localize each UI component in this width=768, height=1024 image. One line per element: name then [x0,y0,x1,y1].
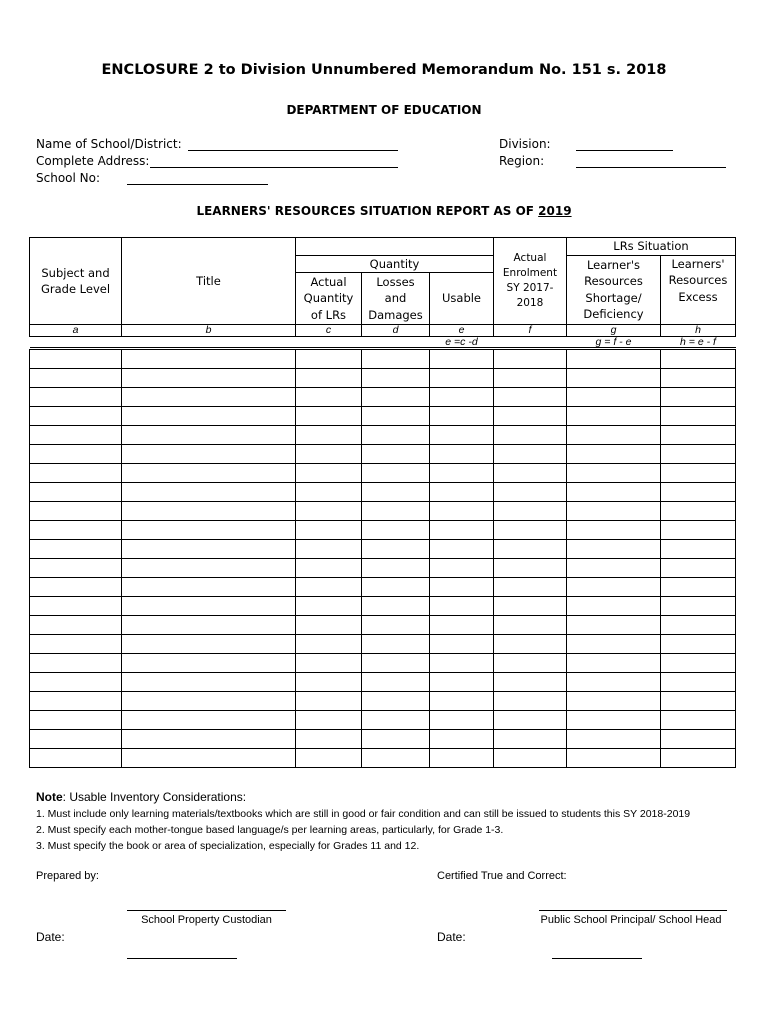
table-cell[interactable] [430,426,494,445]
table-cell[interactable] [30,388,122,407]
table-cell[interactable] [362,388,430,407]
table-cell[interactable] [494,749,567,768]
table-cell[interactable] [122,369,296,388]
table-cell[interactable] [567,635,661,654]
losses-damages-line: Damages [368,307,423,322]
table-cell[interactable] [661,350,736,369]
table-cell[interactable] [122,483,296,502]
table-cell[interactable] [494,711,567,730]
table-cell[interactable] [296,654,362,673]
table-cell[interactable] [430,635,494,654]
table-cell[interactable] [30,426,122,445]
losses-damages-line: Losses [376,274,415,289]
table-cell[interactable] [494,388,567,407]
table-cell[interactable] [30,730,122,749]
table-cell[interactable] [362,350,430,369]
region-label: Region: [499,154,545,168]
table-cell[interactable] [430,730,494,749]
table-cell[interactable] [494,730,567,749]
note-heading [36,790,246,804]
table-cell[interactable] [567,559,661,578]
table-cell[interactable] [362,407,430,426]
school-district-label: Name of School/District: [36,137,182,151]
table-cell[interactable] [122,445,296,464]
table-row [30,654,736,673]
table-cell[interactable] [567,445,661,464]
table-cell[interactable] [296,635,362,654]
table-cell[interactable] [567,654,661,673]
table-cell[interactable] [430,502,494,521]
table-row [30,407,736,426]
subject-header-line: Subject and [41,265,110,280]
table-row [30,445,736,464]
table-cell[interactable] [122,749,296,768]
table-cell[interactable] [567,426,661,445]
table-cell[interactable] [30,673,122,692]
shortage-header-line: Shortage/ [585,290,642,305]
table-cell[interactable] [661,483,736,502]
table-cell[interactable] [30,616,122,635]
table-cell[interactable] [661,521,736,540]
table-cell[interactable] [296,540,362,559]
column-letter: f [494,325,567,337]
table-cell[interactable] [661,445,736,464]
table-row [30,749,736,768]
table-cell[interactable] [362,578,430,597]
table-cell[interactable] [567,483,661,502]
table-cell[interactable] [494,673,567,692]
table-cell[interactable] [122,464,296,483]
table-cell[interactable] [122,635,296,654]
actual-quantity-line: Quantity [303,291,354,306]
note-item: 1. Must include only learning materials/textbooks which are still in good or fair condition and can still be issued to students this SY 2018-2019 [36,808,691,820]
table-cell[interactable] [296,692,362,711]
table-cell[interactable] [296,521,362,540]
enrolment-header-line: SY 2017- [506,282,554,294]
table-cell[interactable] [430,654,494,673]
table-row [30,464,736,483]
table-cell[interactable] [661,540,736,559]
table-cell[interactable] [362,464,430,483]
table-cell[interactable] [296,730,362,749]
table-row [30,730,736,749]
table-cell[interactable] [296,464,362,483]
table-cell[interactable] [661,654,736,673]
table-cell[interactable] [430,711,494,730]
table-row [30,540,736,559]
table-cell[interactable] [296,369,362,388]
table-cell[interactable] [296,350,362,369]
division-label: Division: [499,137,551,151]
department-heading: DEPARTMENT OF EDUCATION [286,103,482,117]
table-cell[interactable] [567,749,661,768]
enrolment-header [494,238,567,325]
table-cell[interactable] [661,635,736,654]
enrolment-header-line: 2018 [516,297,544,309]
date-field-right[interactable] [552,958,642,959]
complete-address-label: Complete Address: [36,154,150,168]
shortage-header-line: Resources [584,274,643,289]
shortage-header-line: Learner's [586,257,641,272]
table-cell[interactable] [661,559,736,578]
school-district-field[interactable] [188,150,398,151]
table-cell[interactable] [661,464,736,483]
table-cell[interactable] [362,616,430,635]
column-letter: g [567,325,661,337]
quantity-header: Quantity [296,255,494,273]
table-cell[interactable] [30,407,122,426]
custodian-title: School Property Custodian [141,914,272,926]
date-label-left: Date: [36,930,65,944]
table-cell[interactable] [122,559,296,578]
table-cell[interactable] [362,654,430,673]
table-cell[interactable] [362,369,430,388]
table-cell[interactable] [661,711,736,730]
table-cell[interactable] [362,559,430,578]
table-cell[interactable] [494,350,567,369]
custodian-signature-line[interactable] [127,910,286,911]
table-cell[interactable] [362,521,430,540]
report-title [0,204,768,218]
school-no-label: School No: [36,171,101,185]
table-cell[interactable] [430,483,494,502]
table-cell[interactable] [362,749,430,768]
table-row [30,350,736,369]
table-cell[interactable] [430,369,494,388]
table-cell[interactable] [362,483,430,502]
table-cell[interactable] [296,407,362,426]
report-title-prefix: LEARNERS' RESOURCES SITUATION REPORT AS OF [196,204,539,218]
table-cell[interactable] [430,540,494,559]
title-header-text: Title [196,273,221,288]
table-cell[interactable] [122,673,296,692]
table-cell[interactable] [30,464,122,483]
note-item: 3. Must specify the book or area of specialization, especially for Grades 11 and 12. [36,840,420,852]
table-cell[interactable] [567,673,661,692]
excess-header-line: Learners' [671,256,725,271]
table-cell[interactable] [494,692,567,711]
table-row [30,673,736,692]
table-cell[interactable] [122,711,296,730]
table-cell[interactable] [362,730,430,749]
column-letter: h [661,325,736,337]
table-cell[interactable] [494,578,567,597]
table-cell[interactable] [362,426,430,445]
table-cell[interactable] [494,559,567,578]
table-cell[interactable] [296,597,362,616]
table-cell[interactable] [296,749,362,768]
table-cell[interactable] [661,692,736,711]
table-cell[interactable] [494,426,567,445]
table-cell[interactable] [430,388,494,407]
formula-blank [362,337,430,348]
table-cell[interactable] [430,521,494,540]
formula-blank [494,337,567,348]
table-cell[interactable] [30,597,122,616]
table-cell[interactable] [661,730,736,749]
table-row [30,388,736,407]
principal-signature-line[interactable] [539,910,727,911]
table-cell[interactable] [296,616,362,635]
table-row [30,483,736,502]
prepared-by-label: Prepared by: [36,870,99,882]
certified-label: Certified True and Correct: [437,870,567,882]
note-label: Note [36,790,63,804]
table-cell[interactable] [567,616,661,635]
table-row [30,578,736,597]
principal-title: Public School Principal/ School Head [540,914,722,926]
table-cell[interactable] [567,350,661,369]
table-row [30,369,736,388]
table-cell[interactable] [661,597,736,616]
table-cell[interactable] [494,616,567,635]
formula-e: e =c -d [445,336,478,348]
table-cell[interactable] [30,749,122,768]
table-cell[interactable] [430,559,494,578]
table-cell[interactable] [362,692,430,711]
table-cell[interactable] [122,388,296,407]
table-cell[interactable] [296,388,362,407]
table-cell[interactable] [430,350,494,369]
table-cell[interactable] [122,426,296,445]
table-cell[interactable] [30,502,122,521]
title-header [122,238,296,325]
table-cell[interactable] [362,597,430,616]
table-cell[interactable] [296,483,362,502]
actual-quantity-header [296,273,362,325]
table-cell[interactable] [494,445,567,464]
table-cell[interactable] [567,502,661,521]
quantity-top-blank [296,238,494,256]
table-cell[interactable] [494,654,567,673]
table-cell[interactable] [296,445,362,464]
table-cell[interactable] [30,521,122,540]
table-cell[interactable] [430,464,494,483]
table-cell[interactable] [494,464,567,483]
column-letter: e [430,325,494,337]
formula-blank [30,337,122,348]
table-row [30,616,736,635]
table-cell[interactable] [30,559,122,578]
table-cell[interactable] [661,502,736,521]
table-row [30,635,736,654]
table-cell[interactable] [296,502,362,521]
excess-header [661,255,736,325]
table-row [30,559,736,578]
table-cell[interactable] [661,369,736,388]
table-cell[interactable] [661,426,736,445]
excess-header-line: Excess [678,289,718,304]
column-letter: a [30,325,122,337]
table-cell[interactable] [430,692,494,711]
table-cell[interactable] [430,749,494,768]
table-row [30,502,736,521]
school-no-field[interactable] [127,184,268,185]
table-row [30,711,736,730]
subject-header-line: Grade Level [40,282,111,296]
table-cell[interactable] [567,730,661,749]
table-cell[interactable] [30,635,122,654]
table-cell[interactable] [430,597,494,616]
table-cell[interactable] [494,521,567,540]
enclosure-title: ENCLOSURE 2 to Division Unnumbered Memorandum No. 151 s. 2018 [101,62,667,78]
complete-address-field[interactable] [150,167,398,168]
actual-quantity-line: of LRs [310,307,347,322]
shortage-header [567,255,661,325]
table-cell[interactable] [30,445,122,464]
table-cell[interactable] [122,578,296,597]
table-cell[interactable] [296,426,362,445]
table-cell[interactable] [430,407,494,426]
table-cell[interactable] [122,502,296,521]
enrolment-header-line: Enrolment [502,267,558,279]
table-row [30,426,736,445]
table-cell[interactable] [30,483,122,502]
table-cell[interactable] [30,540,122,559]
column-letter: b [122,325,296,337]
formula-h: h = e - f [680,336,716,348]
lr-situation-table [29,237,736,768]
table-cell[interactable] [494,369,567,388]
table-cell[interactable] [494,483,567,502]
shortage-header-line: Deficiency [583,307,644,322]
table-cell[interactable] [567,692,661,711]
table-cell[interactable] [567,540,661,559]
table-cell[interactable] [122,730,296,749]
note-heading-text: : Usable Inventory Considerations: [62,790,247,804]
table-cell[interactable] [122,350,296,369]
table-cell[interactable] [661,673,736,692]
column-letter: d [362,325,430,337]
table-cell[interactable] [30,711,122,730]
table-cell[interactable] [494,597,567,616]
table-cell[interactable] [296,673,362,692]
enrolment-header-line: Actual [513,252,547,264]
region-field[interactable] [576,167,726,168]
table-cell[interactable] [430,578,494,597]
table-cell[interactable] [362,540,430,559]
note-item: 2. Must specify each mother-tongue based language/s per learning areas, particularly, for Grade 1-3. [36,824,504,836]
formula-g: g = f - e [595,336,632,348]
table-cell[interactable] [30,369,122,388]
table-cell[interactable] [122,616,296,635]
table-cell[interactable] [494,635,567,654]
table-row [30,521,736,540]
losses-damages-line: and [384,291,407,306]
lrs-situation-header: LRs Situation [567,238,736,256]
table-cell[interactable] [661,578,736,597]
division-field[interactable] [576,150,673,151]
table-cell[interactable] [567,578,661,597]
date-label-right: Date: [437,930,466,944]
table-cell[interactable] [567,711,661,730]
table-cell[interactable] [362,502,430,521]
table-cell[interactable] [567,521,661,540]
table-cell[interactable] [362,673,430,692]
table-cell[interactable] [122,521,296,540]
subject-grade-header [30,238,122,325]
table-cell[interactable] [430,673,494,692]
table-cell[interactable] [567,597,661,616]
table-cell[interactable] [430,616,494,635]
usable-header: Usable [430,273,494,325]
formula-blank [296,337,362,348]
actual-quantity-line: Actual [310,274,347,289]
table-cell[interactable] [30,654,122,673]
table-cell[interactable] [661,616,736,635]
table-cell[interactable] [567,464,661,483]
table-cell[interactable] [661,407,736,426]
table-cell[interactable] [362,635,430,654]
table-row [30,597,736,616]
table-cell[interactable] [296,578,362,597]
table-cell[interactable] [430,445,494,464]
table-cell[interactable] [494,540,567,559]
report-year: 2019 [538,204,572,218]
column-letter: c [296,325,362,337]
table-cell[interactable] [494,407,567,426]
table-cell[interactable] [661,749,736,768]
excess-header-line: Resources [668,273,728,287]
table-cell[interactable] [362,711,430,730]
table-row [30,692,736,711]
table-cell[interactable] [296,711,362,730]
table-cell[interactable] [567,388,661,407]
table-cell[interactable] [122,654,296,673]
table-cell[interactable] [122,692,296,711]
table-cell[interactable] [362,445,430,464]
table-cell[interactable] [30,578,122,597]
table-cell[interactable] [567,369,661,388]
table-cell[interactable] [122,540,296,559]
table-cell[interactable] [567,407,661,426]
losses-damages-header [362,273,430,325]
table-cell[interactable] [661,388,736,407]
table-cell[interactable] [122,597,296,616]
table-cell[interactable] [494,502,567,521]
formula-blank [122,337,296,348]
table-cell[interactable] [30,692,122,711]
table-cell[interactable] [30,350,122,369]
table-cell[interactable] [122,407,296,426]
date-field-left[interactable] [127,958,237,959]
table-cell[interactable] [296,559,362,578]
